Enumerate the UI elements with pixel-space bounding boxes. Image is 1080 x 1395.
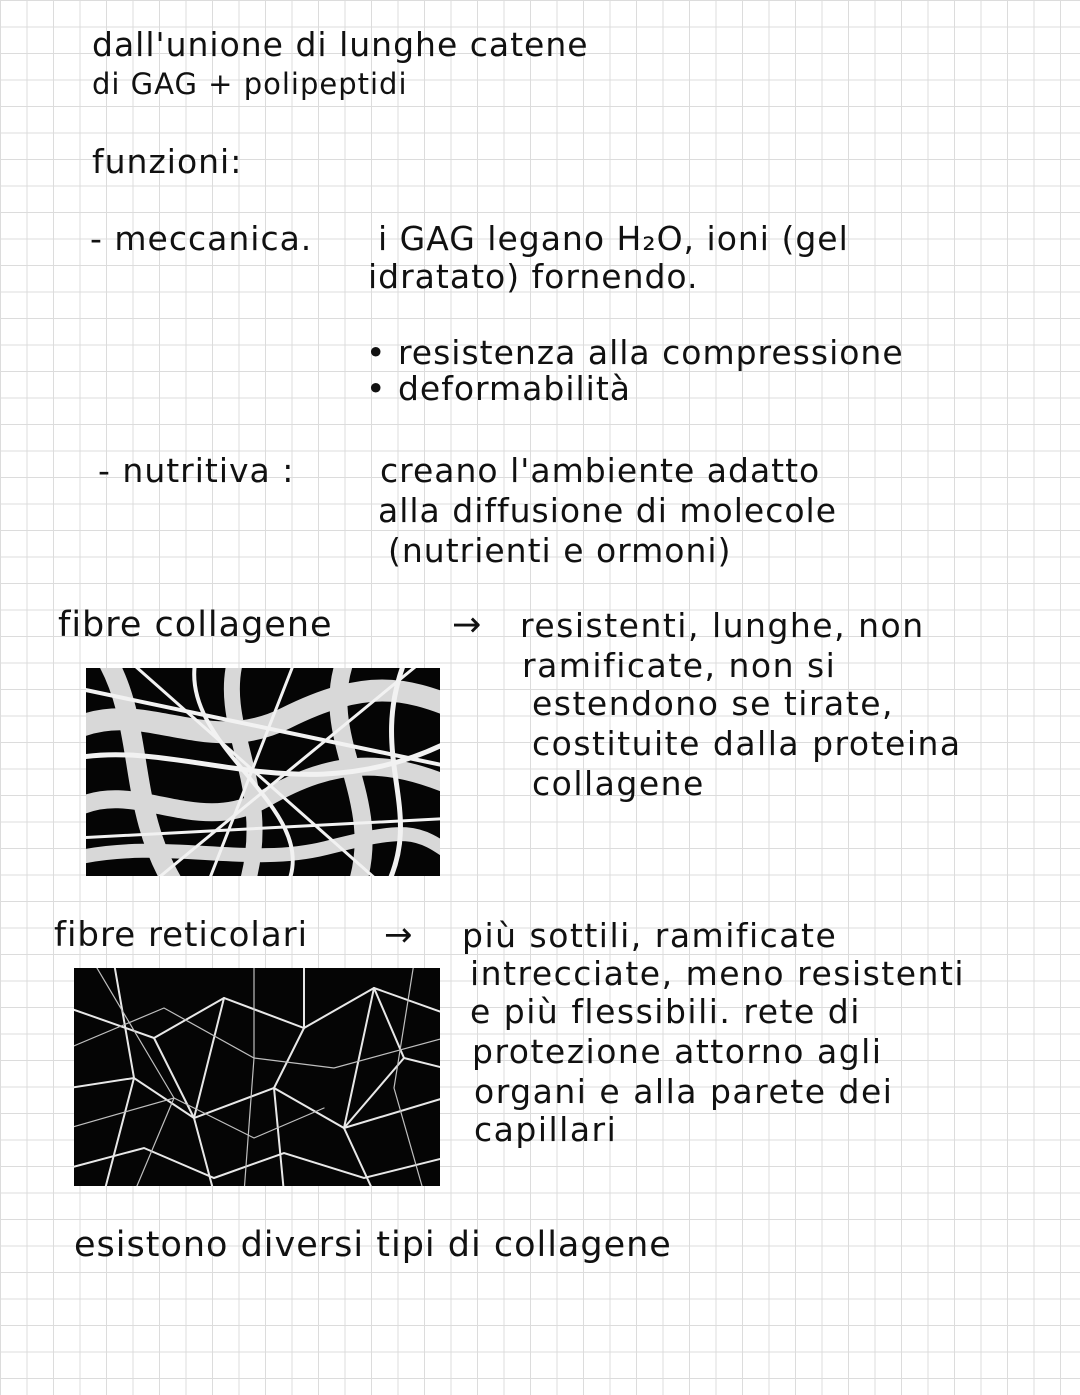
collagen-desc-line-2: ramificate, non si [522,646,837,685]
intro-line-1: dall'unione di lunghe catene [92,25,589,64]
reticular-desc-line-4: protezione attorno agli [472,1032,883,1071]
reticular-desc-line-2: intrecciate, meno resistenti [470,954,966,993]
reticular-desc-line-6: capillari [474,1110,618,1149]
nutritive-desc-2: alla diffusione di molecole [378,491,838,530]
reticular-arrow: → [384,915,414,955]
nutritive-label: - nutritiva : [98,451,295,490]
collagen-desc-line-4: costituite dalla proteina [532,724,962,763]
reticular-desc-line-1: più sottili, ramificate [462,916,838,955]
reticular-desc-line-3: e più flessibili. rete di [470,992,861,1031]
collagen-arrow: → [452,605,483,645]
nutritive-desc-3: (nutrienti e ormoni) [388,531,732,570]
reticular-desc-line-5: organi e alla parete dei [474,1072,894,1111]
intro-line-2: di GAG + polipeptidi [92,67,408,101]
collagen-desc-line-3: estendono se tirate, [532,684,894,723]
mechanical-bullet-1: • resistenza alla compressione [366,333,904,372]
collagen-fibers-micrograph [86,668,440,876]
collagen-fibers-title: fibre collagene [58,605,333,645]
functions-heading: funzioni: [92,142,243,181]
footer-note: esistono diversi tipi di collagene [74,1225,672,1265]
mechanical-bullet-2: • deformabilità [366,369,631,408]
nutritive-desc-1: creano l'ambiente adatto [380,451,821,490]
mechanical-label: - meccanica. [90,219,313,258]
mechanical-desc-1: i GAG legano H₂O, ioni (gel [378,219,849,258]
mechanical-desc-2: idratato) fornendo. [368,257,699,296]
collagen-fibers-description [520,606,925,646]
collagen-desc-line-1: resistenti, lunghe, non [520,606,925,645]
collagen-desc-line-5: collagene [532,764,705,803]
reticular-fibers-title: fibre reticolari [54,915,309,955]
reticular-fibers-micrograph [74,968,440,1186]
